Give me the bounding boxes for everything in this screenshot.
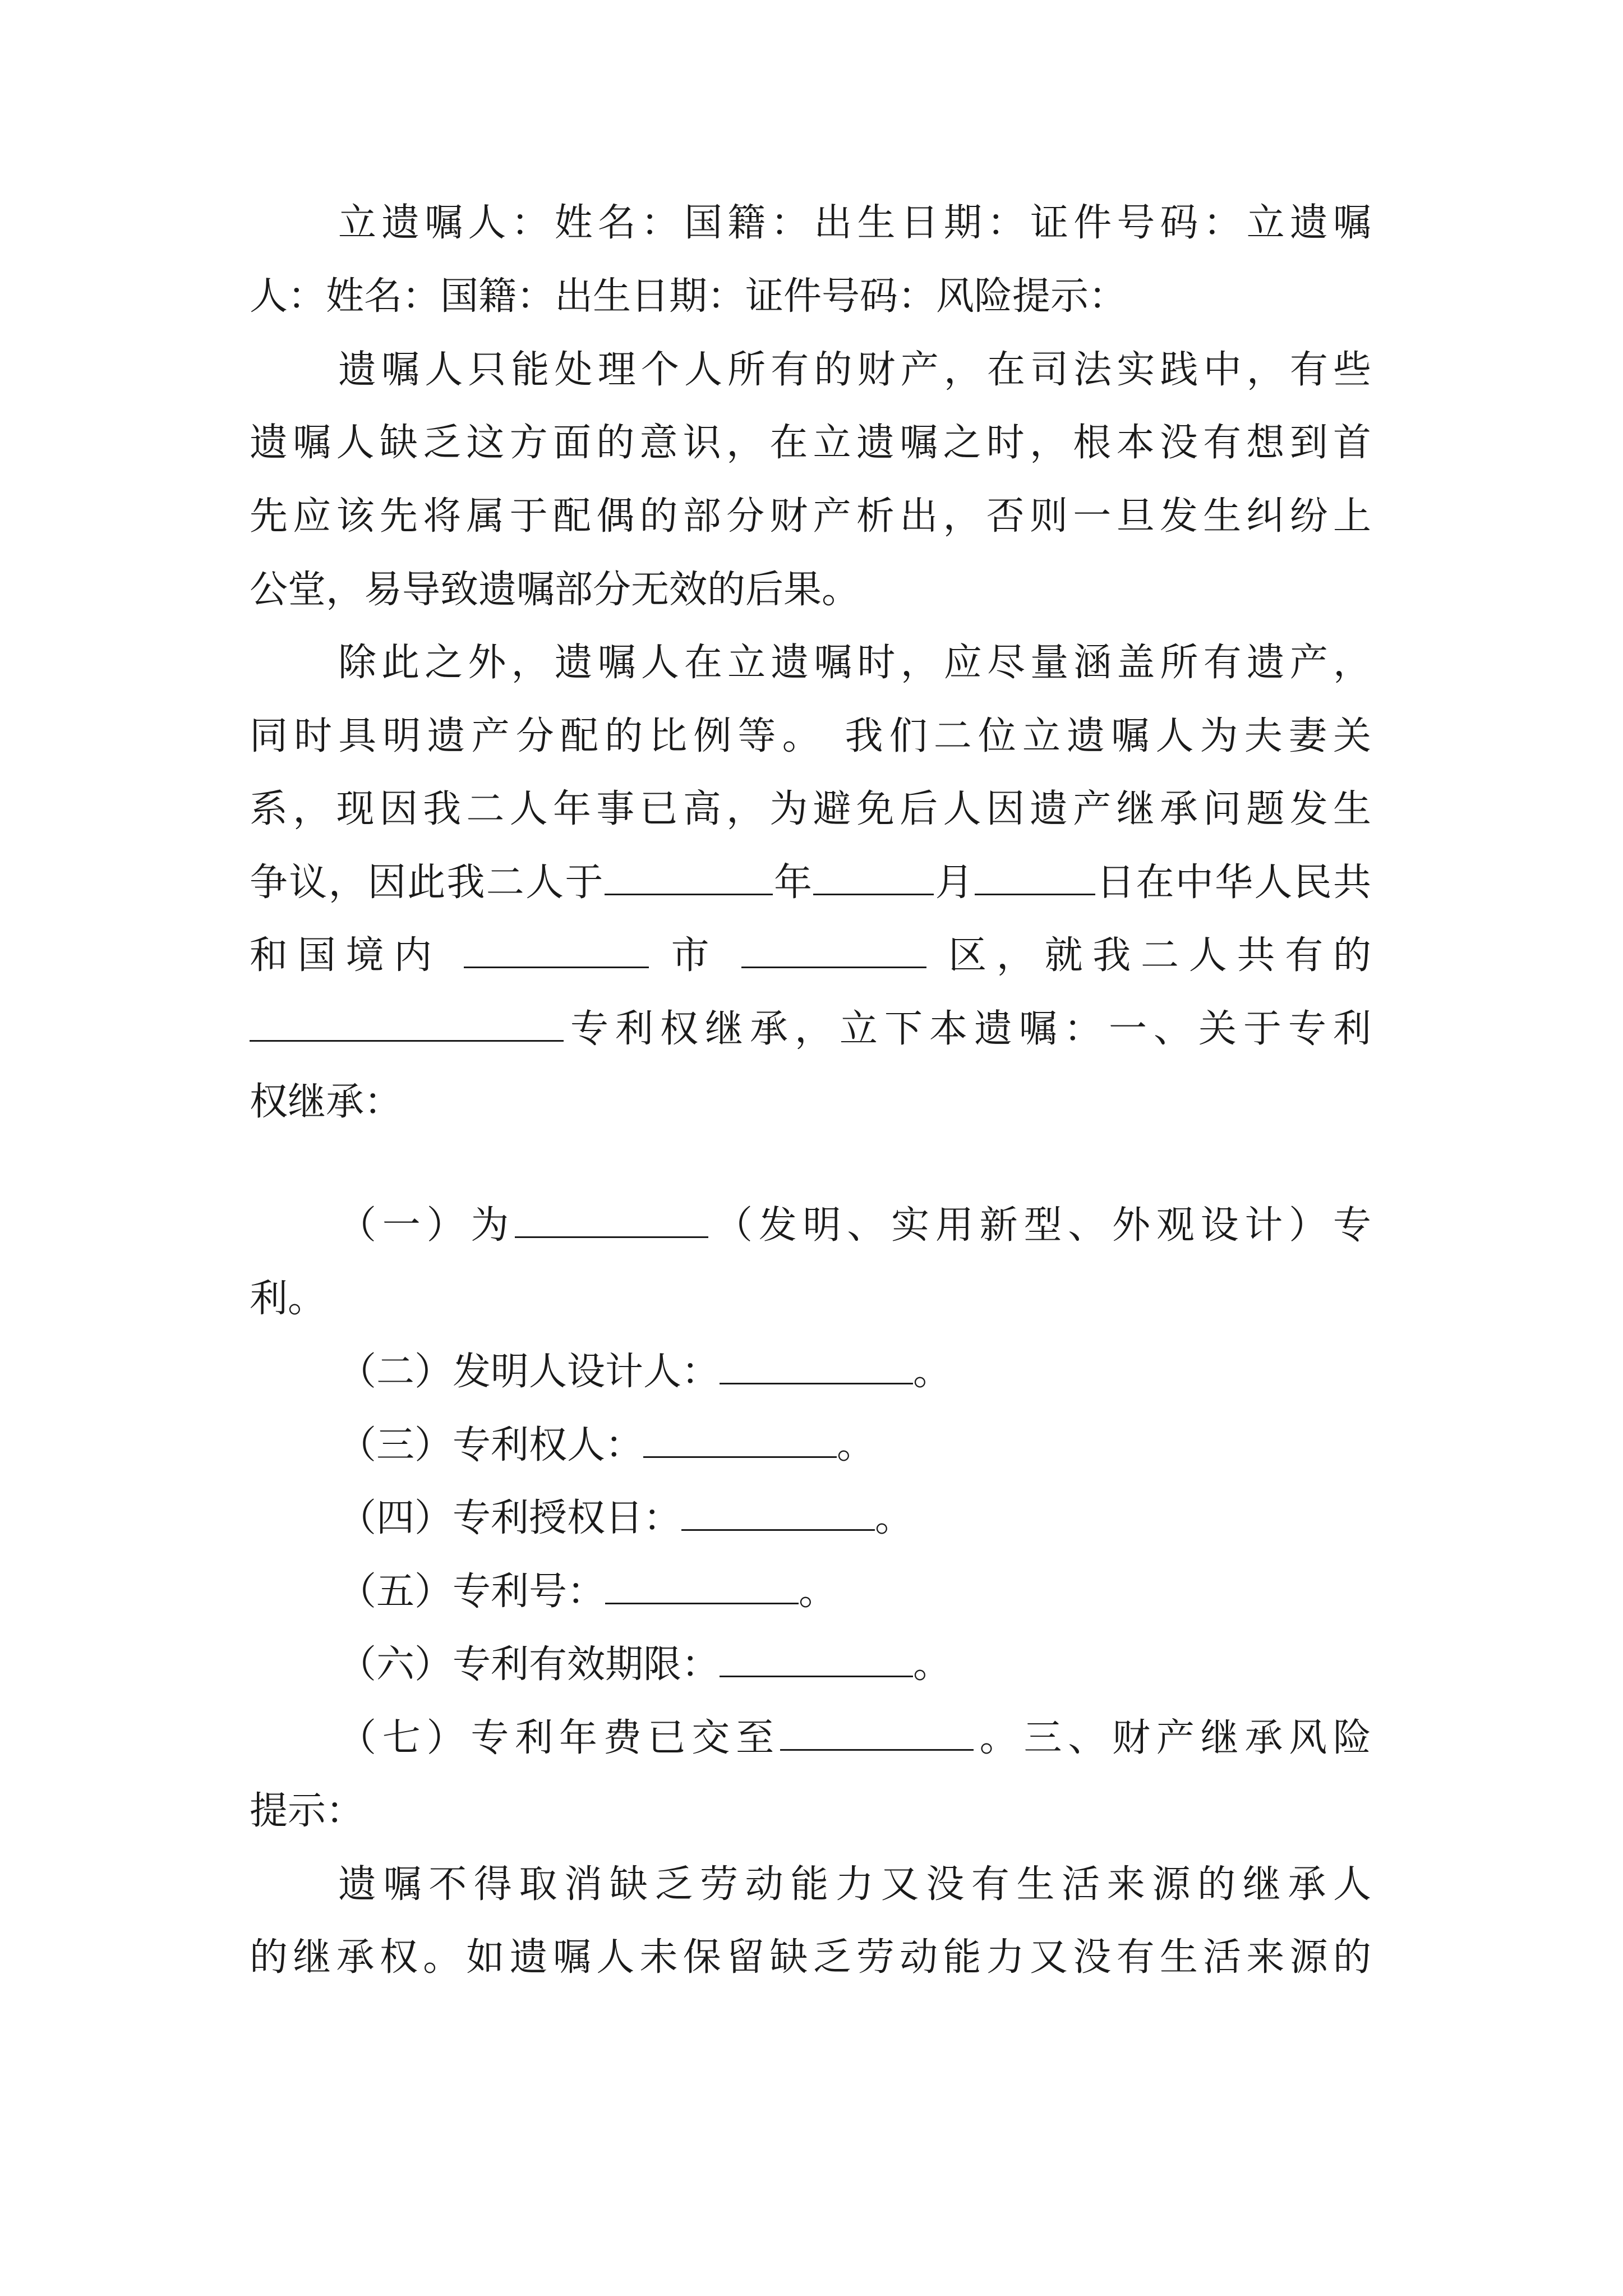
text-segment: （七）专利年费已交至 — [338, 1716, 780, 1760]
text-segment: （发明、实用新型、外观设计）专 — [708, 1203, 1371, 1248]
text-segment: 区，就我二人共有的 — [948, 933, 1371, 978]
text-line: 遗嘱人缺乏这方面的意识，在立遗嘱之时，根本没有想到首 — [250, 421, 1371, 465]
text-line: 的继承权。如遗嘱人未保留缺乏劳动能力又没有生活来源的 — [250, 1935, 1371, 1980]
text-line — [338, 1716, 1371, 1761]
text-line: 遗嘱人只能处理个人所有的财产，在司法实践中，有些 — [338, 348, 1371, 392]
text-segment: 争议，因此我二人于 — [250, 861, 605, 905]
text-line — [338, 1642, 1371, 1687]
text-line: 提示： — [250, 1789, 365, 1833]
text-line: 遗嘱不得取消缺乏劳动能力又没有生活来源的继承人 — [338, 1862, 1371, 1907]
text-line: 系，现因我二人年事已高，为避免后人因遗产继承问题发生 — [250, 787, 1371, 831]
text-segment: （一）为 — [338, 1203, 515, 1248]
blank-month — [813, 861, 934, 895]
text-segment: （二）发明人设计人： — [338, 1350, 720, 1394]
text-segment: 。 — [799, 1570, 837, 1614]
text-line: 同时具明遗产分配的比例等。 我们二位立遗嘱人为夫妻关 — [250, 714, 1371, 758]
text-line: 利。 — [250, 1277, 326, 1321]
text-segment: 。 — [875, 1496, 914, 1540]
text-line: 公堂，易导致遗嘱部分无效的后果。 — [250, 568, 860, 612]
text-segment: 市 — [671, 933, 720, 978]
blank-year — [605, 861, 773, 895]
text-line: 先应该先将属于配偶的部分财产析出，否则一旦发生纠纷上 — [250, 494, 1371, 539]
text-segment: 专利权继承，立下本遗嘱：一、关于专利 — [564, 1007, 1371, 1051]
blank-annual-fee — [780, 1717, 974, 1751]
text-segment: 日在中华人民共 — [1095, 861, 1371, 905]
text-line — [338, 1570, 1371, 1614]
text-line: 权继承： — [250, 1080, 403, 1124]
text-line — [338, 1496, 1371, 1541]
blank-city — [464, 934, 649, 968]
blank-validity — [720, 1643, 913, 1677]
text-line: 人：姓名：国籍：出生日期：证件号码：风险提示： — [250, 274, 1127, 319]
blank-district — [741, 934, 926, 968]
blank-inventor — [720, 1350, 913, 1384]
text-segment: 和国境内 — [250, 933, 442, 978]
text-segment: 。 — [913, 1642, 952, 1687]
text-segment: （四）专利授权日： — [338, 1496, 682, 1540]
blank-day — [975, 861, 1095, 895]
text-line — [338, 1203, 1371, 1248]
blank-patent-name — [250, 1007, 564, 1042]
text-segment: 。 — [913, 1350, 952, 1394]
text-segment: 。三、财产继承风险 — [973, 1716, 1371, 1760]
text-line: 除此之外，遗嘱人在立遗嘱时，应尽量涵盖所有遗产， — [338, 641, 1371, 685]
text-line — [250, 861, 1371, 905]
blank-patent-number — [605, 1570, 799, 1604]
text-line — [338, 1350, 1371, 1395]
text-segment: （六）专利有效期限： — [338, 1642, 720, 1687]
text-line — [338, 1423, 1371, 1468]
text-segment: 年 — [772, 861, 814, 905]
text-segment: （三）专利权人： — [338, 1423, 644, 1467]
blank-grant-date — [681, 1497, 875, 1531]
blank-patentee — [643, 1424, 837, 1458]
text-line: 立遗嘱人：姓名：国籍：出生日期：证件号码：立遗嘱 — [338, 201, 1371, 245]
text-segment: 。 — [837, 1423, 875, 1467]
blank-patent-type — [515, 1204, 708, 1238]
text-line — [250, 1007, 1371, 1052]
text-segment: （五）专利号： — [338, 1570, 606, 1614]
text-segment: 月 — [934, 861, 975, 905]
text-line — [250, 933, 1371, 978]
